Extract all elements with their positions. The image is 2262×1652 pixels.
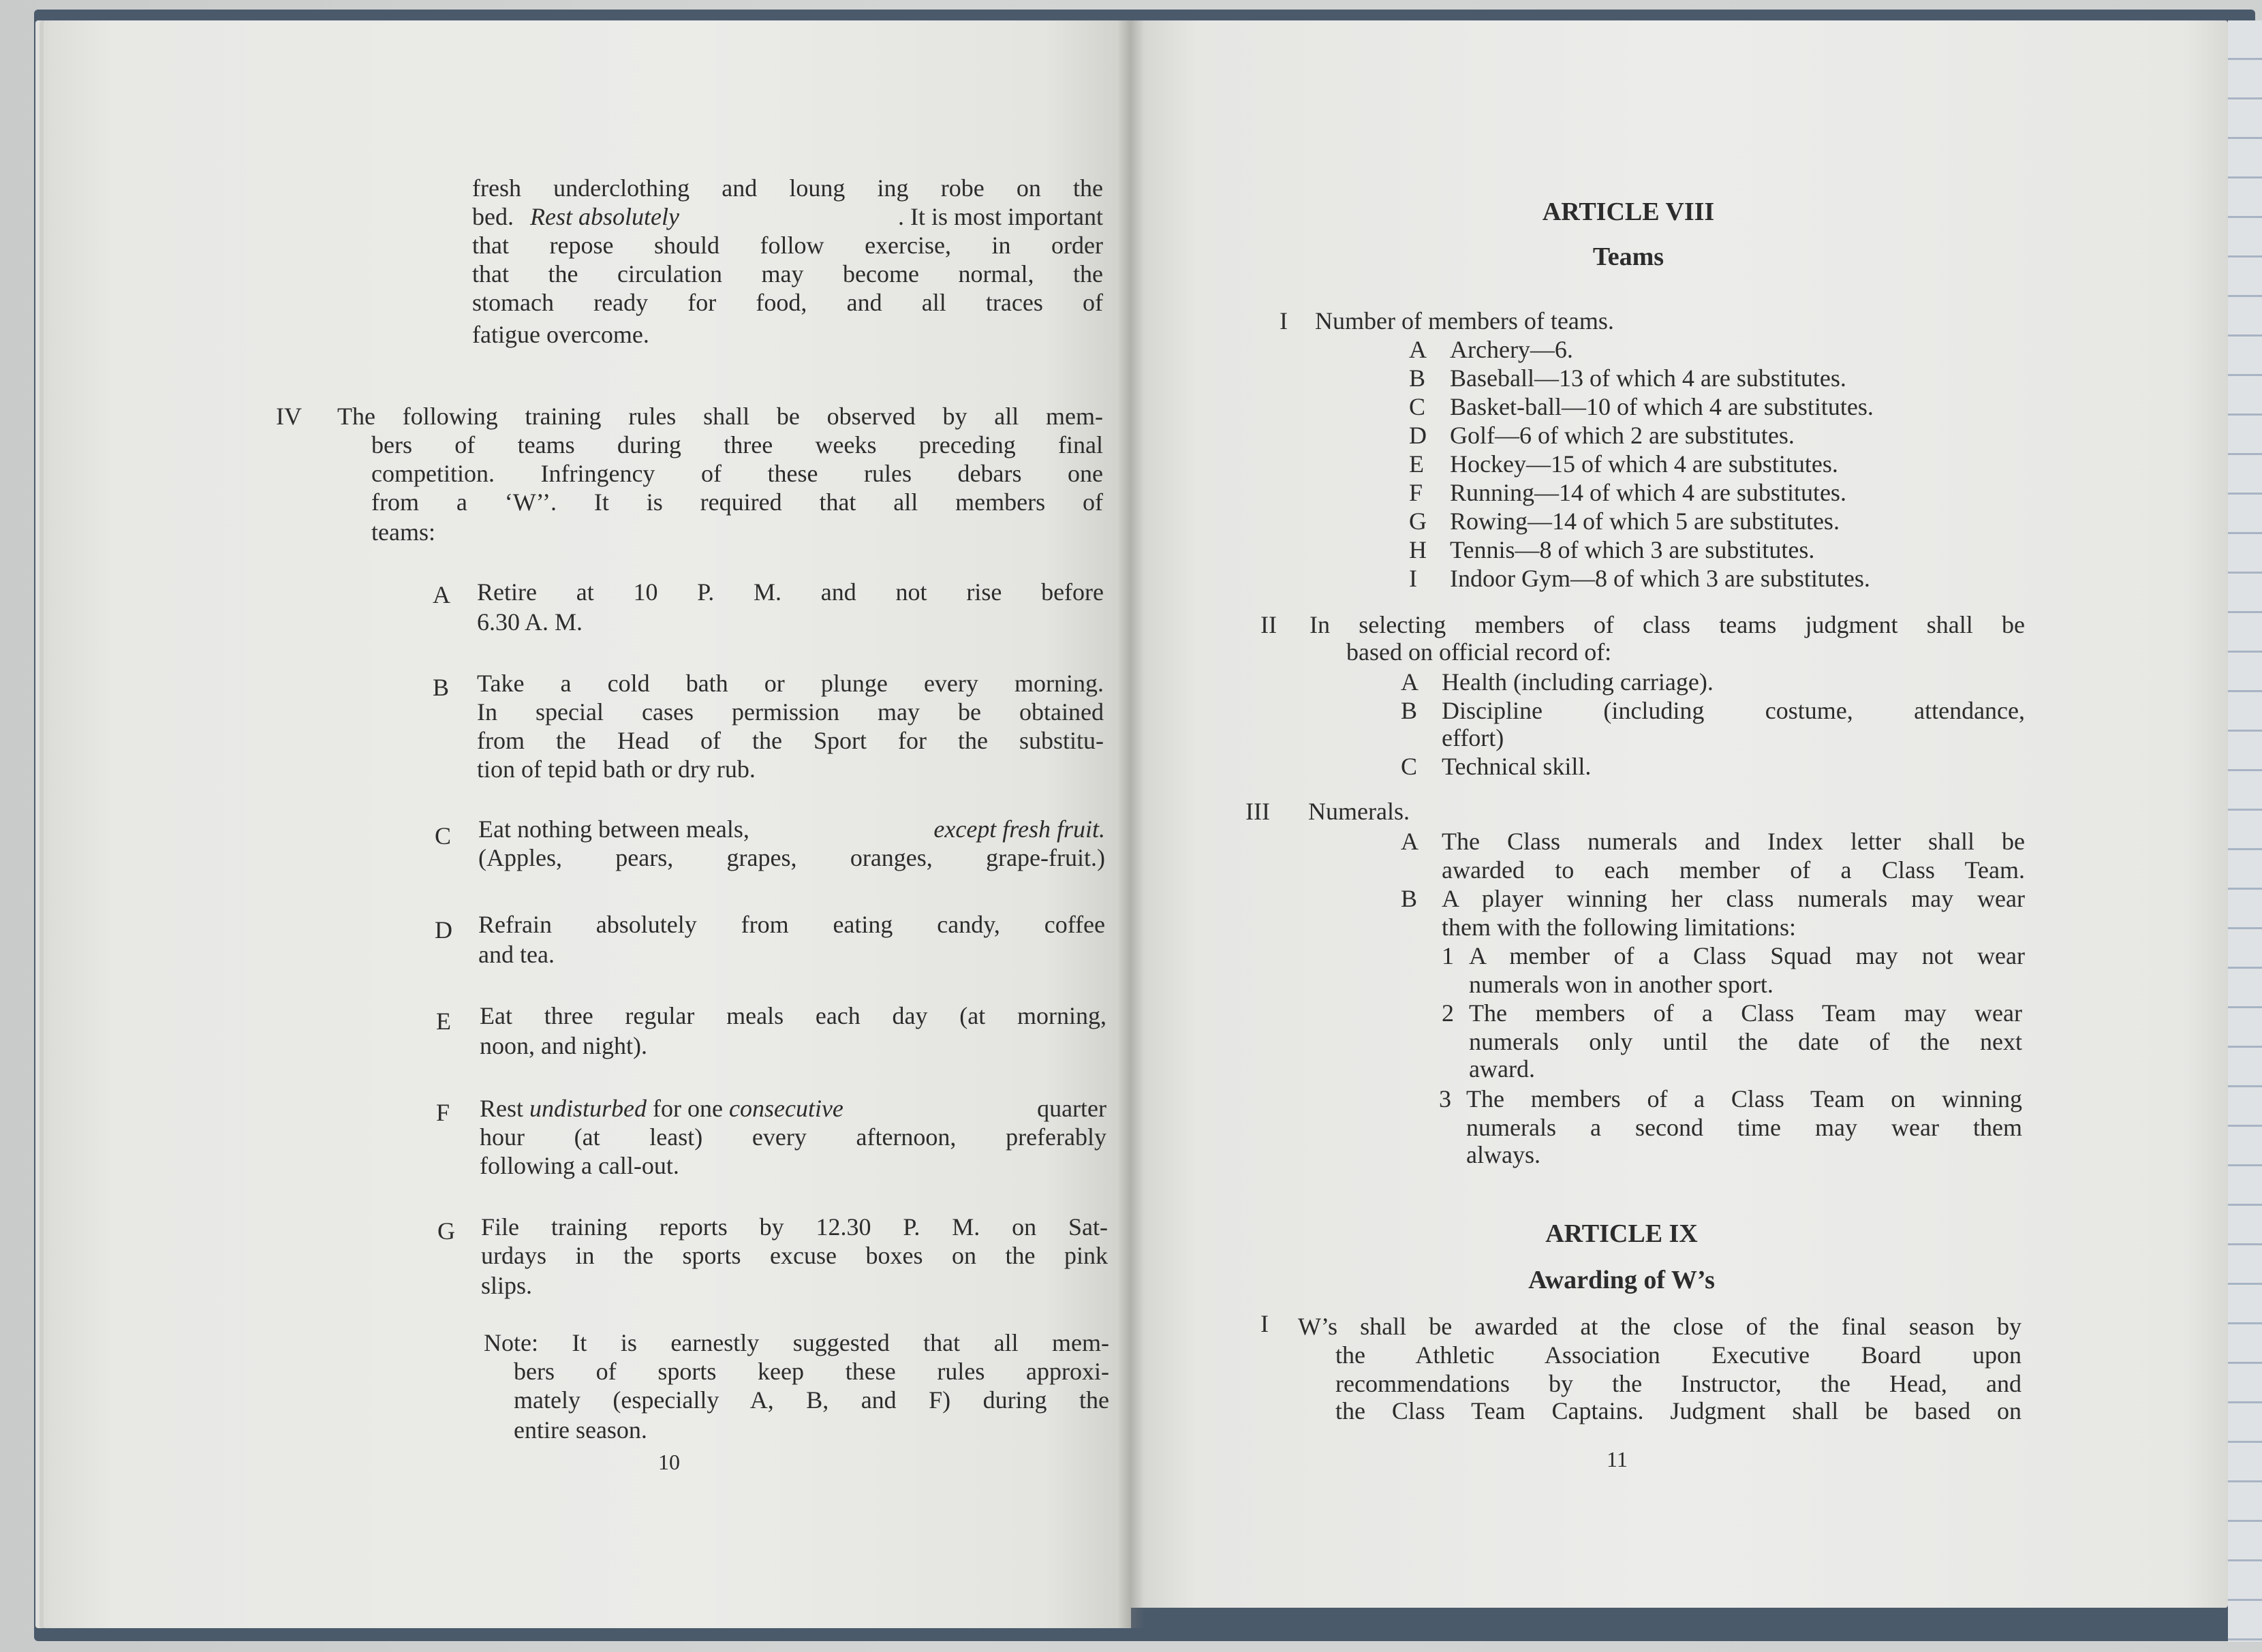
section-ix-i-label: I [1260, 1310, 1269, 1337]
awarding-line-4: the Class Team Captains. Judgment shall be based on [1335, 1397, 2021, 1424]
rule-g-line-3: slips. [481, 1272, 533, 1299]
page-number-right: 11 [1607, 1447, 1628, 1471]
criteria-text: Health (including carriage). [1442, 668, 1714, 696]
rule-a-line-2: 6.30 A. M. [477, 608, 583, 636]
rule-c-line-1 [478, 815, 1105, 843]
rule-b-label: B [433, 674, 450, 701]
rule-b-line-4: tion of tepid bath or dry rub. [477, 755, 756, 783]
article-viii-title: ARTICLE VIII [1542, 198, 1715, 226]
team-item-label: C [1409, 393, 1426, 420]
note-line-1: Note: It is earnestly suggested that all mem- [484, 1329, 1109, 1356]
section-iv-line-5: teams: [371, 518, 435, 546]
numerals-item-a-line-2: awarded to each member of a Class Team. [1442, 856, 2025, 884]
rule-e-line-2: noon, and night). [480, 1032, 647, 1059]
opening-line-2-end: . It is most important [898, 203, 1103, 230]
limitation-line: always. [1466, 1141, 1540, 1168]
rule-g-line-2: urdays in the sports excuse boxes on the pink [481, 1242, 1108, 1269]
except-fresh-fruit-emphasis: except fresh fruit. [933, 815, 1105, 843]
team-item-text: Basket-ball—10 of which 4 are substitutes. [1450, 393, 1874, 420]
criteria-label: A [1401, 668, 1419, 696]
section-iii-heading: Numerals. [1308, 798, 1410, 825]
limitation-label: 3 [1439, 1085, 1451, 1112]
rule-f-line-1 [480, 1094, 1106, 1123]
numerals-item-b-line-1: A player winning her class numerals may wear [1442, 885, 2025, 912]
opening-line-5: stomach ready for food, and all traces of [472, 289, 1103, 316]
team-item-label: A [1409, 336, 1427, 363]
team-item-label: G [1409, 508, 1427, 535]
team-item-text: Running—14 of which 4 are substitutes. [1450, 479, 1846, 506]
rule-f-label: F [436, 1099, 450, 1126]
rest-absolutely-emphasis: Rest absolutely [529, 203, 679, 230]
team-item-text: Archery—6. [1450, 336, 1573, 363]
book-gutter [1117, 20, 1145, 1628]
limitation-line: The members of a Class Team may wear [1469, 999, 2022, 1027]
rule-b-line-3: from the Head of the Sport for the substitu- [477, 727, 1104, 754]
criteria-label: C [1401, 753, 1418, 780]
article-ix-subtitle: Awarding of W’s [1528, 1266, 1715, 1294]
right-page [1131, 20, 2228, 1608]
section-i-heading: Number of members of teams. [1315, 307, 1614, 334]
section-i-label: I [1280, 307, 1288, 334]
limitation-line: A member of a Class Squad may not wear [1469, 942, 2025, 969]
article-ix-title: ARTICLE IX [1545, 1219, 1698, 1248]
rule-c-label: C [435, 822, 452, 850]
criteria-text: Technical skill. [1442, 753, 1592, 780]
section-iv-line-3: competition. Infringency of these rules debars one [371, 460, 1103, 487]
page-number-left: 10 [658, 1450, 680, 1474]
section-ii-label: II [1260, 611, 1277, 638]
team-item-text: Hockey—15 of which 4 are substitutes. [1450, 450, 1838, 478]
numerals-item-b-line-2: them with the following limitations: [1442, 914, 1796, 941]
note-line-2: bers of sports keep these rules approxi- [514, 1358, 1109, 1385]
limitation-line: The members of a Class Team on winning [1466, 1085, 2022, 1112]
note-line-3: mately (especially A, B, and F) during the [514, 1386, 1109, 1414]
team-item-text: Tennis—8 of which 3 are substitutes. [1450, 536, 1815, 563]
rule-c-line-2: (Apples, pears, grapes, oranges, grape-fruit.) [478, 844, 1105, 871]
rule-e-line-1: Eat three regular meals each day (at morning, [480, 1002, 1106, 1029]
rule-d-label: D [435, 916, 452, 944]
rule-g-line-1: File training reports by 12.30 P. M. on Sat- [481, 1213, 1108, 1241]
section-iv-line-2: bers of teams during three weeks preceding final [371, 431, 1103, 458]
rule-c-line-1-text: Eat nothing between meals, [478, 815, 756, 843]
section-iv-line-1: The following training rules shall be observed by all mem- [337, 403, 1103, 430]
section-iv-line-4: from a ‘W’’. It is required that all members of [371, 488, 1103, 516]
limitation-line: numerals won in another sport. [1469, 971, 1773, 998]
opening-line-4: that the circulation may become normal, the [472, 260, 1103, 287]
section-ii-line-2: based on official record of: [1346, 638, 1612, 666]
article-viii-subtitle: Teams [1592, 243, 1664, 271]
opening-line-6: fatigue overcome. [472, 321, 649, 348]
section-iv-label: IV [276, 403, 302, 430]
team-item-text: Baseball—13 of which 4 are substitutes. [1450, 364, 1846, 392]
criteria-text-cont: effort) [1442, 724, 1504, 751]
limitation-line: award. [1469, 1055, 1535, 1082]
opening-line-1: fresh underclothing and loung ing robe on the [472, 174, 1103, 202]
opening-line-2-start: bed. [472, 203, 514, 230]
rule-b-line-1: Take a cold bath or plunge every morning. [477, 670, 1104, 697]
rule-d-line-2: and tea. [478, 941, 555, 968]
rule-d-line-1: Refrain absolutely from eating candy, coffee [478, 911, 1105, 938]
limitation-line: numerals only until the date of the next [1469, 1028, 2022, 1055]
limitation-label: 1 [1442, 942, 1454, 969]
rule-a-line-1: Retire at 10 P. M. and not rise before [477, 578, 1104, 606]
numerals-item-b-label: B [1401, 885, 1418, 912]
criteria-label: B [1401, 697, 1418, 724]
left-page [48, 20, 1131, 1628]
consecutive-emphasis: consecutive [729, 1095, 843, 1122]
awarding-line-3: recommendations by the Instructor, the Head, and [1335, 1370, 2021, 1397]
team-item-text: Rowing—14 of which 5 are substitutes. [1450, 508, 1840, 535]
section-iii-label: III [1245, 798, 1270, 825]
opening-line-2 [472, 202, 1103, 231]
criteria-text: Discipline (including costume, attendance, [1442, 697, 2025, 724]
team-item-label: B [1409, 364, 1426, 392]
awarding-line-1: W’s shall be awarded at the close of the final season by [1298, 1313, 2021, 1340]
rule-f-line-1-a: Rest [480, 1095, 530, 1122]
numerals-item-a-line-1: The Class numerals and Index letter shall be [1442, 828, 2025, 855]
rule-f-line-2: hour (at least) every afternoon, preferably [480, 1123, 1106, 1151]
team-item-label: F [1409, 479, 1423, 506]
undisturbed-emphasis: undisturbed [529, 1095, 647, 1122]
awarding-line-2: the Athletic Association Executive Board upon [1335, 1341, 2021, 1369]
section-ii-line-1: In selecting members of class teams judgment shall be [1310, 611, 2025, 638]
team-item-label: I [1409, 565, 1417, 592]
ruled-paper-edge [2228, 20, 2262, 1642]
rule-b-line-2: In special cases permission may be obtained [477, 698, 1104, 726]
rule-f-line-1-c: quarter [1031, 1095, 1106, 1122]
rule-f-line-1-b: for one [647, 1095, 729, 1122]
limitation-line: numerals a second time may wear them [1466, 1114, 2022, 1141]
team-item-text: Golf—6 of which 2 are substitutes. [1450, 422, 1795, 449]
rule-f-line-3: following a call-out. [480, 1152, 679, 1179]
note-line-4: entire season. [514, 1416, 647, 1444]
opening-line-3: that repose should follow exercise, in order [472, 232, 1103, 259]
numerals-item-a-label: A [1401, 828, 1419, 855]
team-item-label: E [1409, 450, 1424, 478]
team-item-label: D [1409, 422, 1427, 449]
team-item-text: Indoor Gym—8 of which 3 are substitutes. [1450, 565, 1870, 592]
rule-g-label: G [437, 1217, 455, 1245]
rule-a-label: A [433, 581, 450, 608]
limitation-label: 2 [1442, 999, 1454, 1027]
team-item-label: H [1409, 536, 1427, 563]
rule-e-label: E [436, 1008, 451, 1035]
